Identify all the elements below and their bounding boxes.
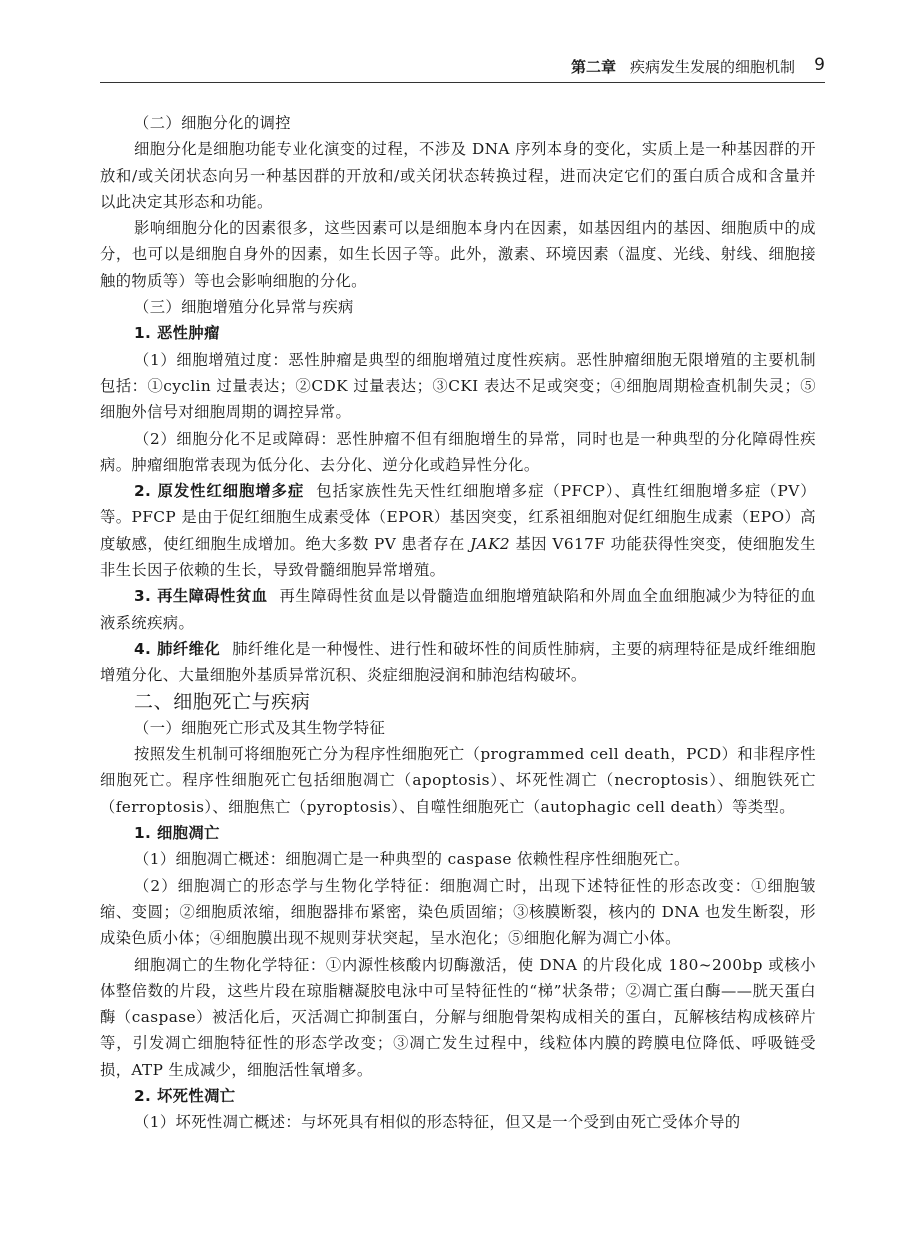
paragraph <box>100 583 816 636</box>
chapter-title: 疾病发生发展的细胞机制 <box>629 58 795 76</box>
running-header <box>100 52 825 83</box>
run-in-heading-polycythemia: 2. 原发性红细胞增多症 <box>134 482 305 501</box>
paragraph <box>100 478 816 583</box>
paragraph: （1）细胞凋亡概述：细胞凋亡是一种典型的 caspase 依赖性程序性细胞死亡。 <box>134 850 690 869</box>
chapter-heading <box>571 56 795 77</box>
paragraph <box>100 636 816 689</box>
paragraph: （1）细胞增殖过度：恶性肿瘤是典型的细胞增殖过度性疾病。恶性肿瘤细胞无限增殖的主要机制包括：①cyclin 过量表达；②CDK 过量表达；③CKI 表达不足或突变；④细胞周期检查机制失灵；⑤细胞外信号对细胞周期的调控异常。 <box>100 350 816 422</box>
run-in-heading-pulmonary-fibrosis: 4. 肺纤维化 <box>134 639 221 658</box>
numbered-heading-necroptosis: 2. 坏死性凋亡 <box>134 1086 236 1105</box>
numbered-heading-malignant-tumor: 1. 恶性肿瘤 <box>134 324 220 343</box>
gene-name: JAK2 <box>470 534 511 553</box>
page-number: 9 <box>814 55 825 75</box>
paragraph: （2）细胞分化不足或障碍：恶性肿瘤不但有细胞增生的异常，同时也是一种典型的分化障碍性疾病。肿瘤细胞常表现为低分化、去分化、逆分化或趋异性分化。 <box>100 429 816 474</box>
run-in-heading-aplastic-anemia: 3. 再生障碍性贫血 <box>134 587 268 606</box>
subsection-heading-proliferation-disease: （三）细胞增殖分化异常与疾病 <box>134 298 354 317</box>
paragraph-text: 包括家族性先天性红细胞增多症（PFCP）、真性红细胞增多症（PV）等。PFCP 是由于促红细胞生成素受体（EPOR）基因突变，红系祖细胞对促红细胞生成素（EPO）高度敏感，使红细胞生成增加。绝大多数 PV 患者存在 <box>100 482 816 553</box>
section-heading-cell-death: 二、细胞死亡与疾病 <box>134 690 311 713</box>
subsection-heading-differentiation-regulation: （二）细胞分化的调控 <box>134 114 291 132</box>
paragraph: 细胞凋亡的生物化学特征：①内源性核酸内切酶激活，使 DNA 的片段化成 180~200bp 或核小体整倍数的片段，这些片段在琼脂糖凝胶电泳中可呈特征性的“梯”状条带；②凋亡蛋白酶——胱天蛋白酶（caspase）被活化后，灭活凋亡抑制蛋白，分解与细胞骨架构成相关的蛋白，瓦解核结构成核碎片等，引发凋亡细胞特征性的形态学改变；③凋亡发生过程中，线粒体内膜的跨膜电位降低、呼吸链受损，ATP 生成减少，细胞活性氧增多。 <box>100 955 816 1079</box>
paragraph: （1）坏死性凋亡概述：与坏死具有相似的形态特征，但又是一个受到由死亡受体介导的 <box>134 1113 741 1132</box>
subsection-heading-death-forms: （一）细胞死亡形式及其生物学特征 <box>134 718 386 737</box>
paragraph-text: 再生障碍性贫血是以骨髓造血细胞增殖缺陷和外周血全血细胞减少为特征的血液系统疾病。 <box>100 587 816 632</box>
paragraph: 按照发生机制可将细胞死亡分为程序性细胞死亡（programmed cell death，PCD）和非程序性细胞死亡。程序性细胞死亡包括细胞凋亡（apoptosis）、坏死性凋亡（necroptosis）、细胞铁死亡（ferroptosis）、细胞焦亡（pyroptosis）、自噬性细胞死亡（autophagic cell death）等类型。 <box>100 745 816 816</box>
chapter-label: 第二章 <box>570 58 616 76</box>
numbered-heading-apoptosis: 1. 细胞凋亡 <box>134 824 220 843</box>
paragraph-text: 基因 V617F 功能获得性突变，使细胞发生非生长因子依赖的生长，导致骨髓细胞异常增殖。 <box>100 534 816 580</box>
body-text <box>100 110 816 1136</box>
paragraph: 影响细胞分化的因素很多，这些因素可以是细胞本身内在因素，如基因组内的基因、细胞质中的成分，也可以是细胞自身外的因素，如生长因子等。此外，激素、环境因素（温度、光线、射线、细胞接触的物质等）等也会影响细胞的分化。 <box>100 219 816 290</box>
paragraph: （2）细胞凋亡的形态学与生物化学特征：细胞凋亡时，出现下述特征性的形态改变：①细胞皱缩、变圆；②细胞质浓缩，细胞器排布紧密，染色质固缩；③核膜断裂，核内的 DNA 也发生断裂，形成染色质小体；④细胞膜出现不规则芽状突起，呈水泡化；⑤细胞化解为凋亡小体。 <box>100 876 816 948</box>
paragraph: 细胞分化是细胞功能专业化演变的过程，不涉及 DNA 序列本身的变化，实质上是一种基因群的开放和/或关闭状态向另一种基因群的开放和/或关闭状态转换过程，进而决定它们的蛋白质合成和含量并以此决定其形态和功能。 <box>100 140 816 211</box>
paragraph-text: 肺纤维化是一种慢性、进行性和破坏性的间质性肺病，主要的病理特征是成纤维细胞增殖分化、大量细胞外基质异常沉积、炎症细胞浸润和肺泡结构破坏。 <box>100 639 816 685</box>
